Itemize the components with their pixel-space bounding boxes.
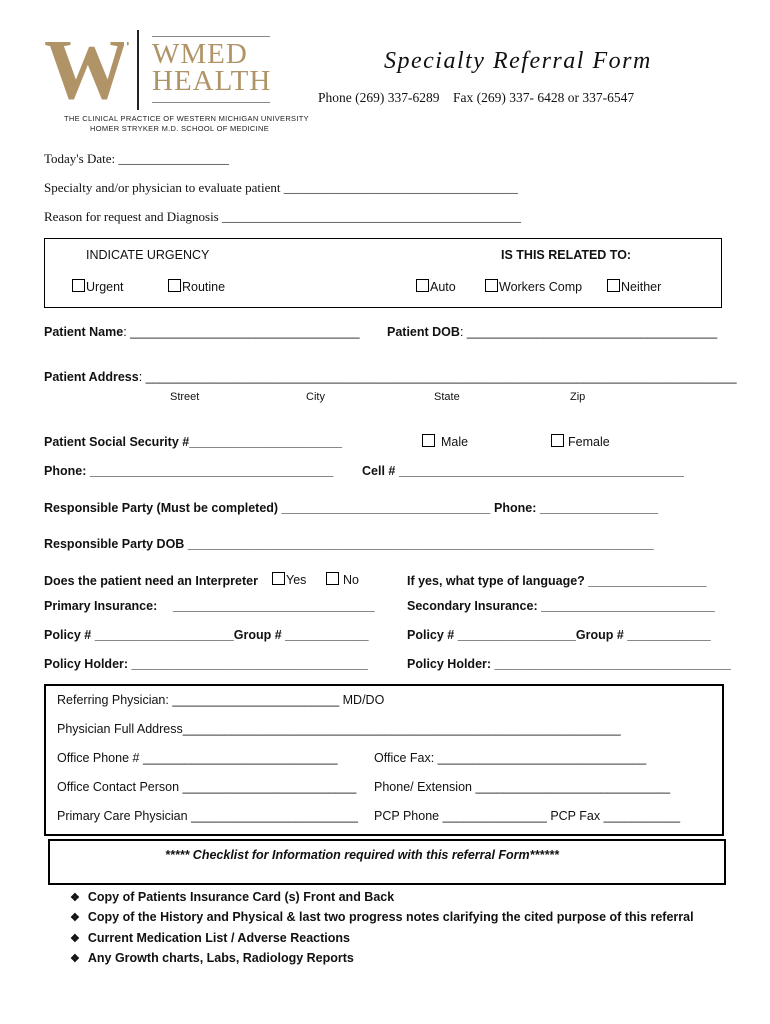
city-label: City xyxy=(306,391,325,403)
diamond-bullet-icon: ❖ xyxy=(70,912,80,924)
patient-address-field[interactable] xyxy=(44,370,737,384)
todays-date-field[interactable]: Today's Date: _________________ xyxy=(44,151,229,166)
logo-subtitle-1: THE CLINICAL PRACTICE OF WESTERN MICHIGAN UNIVERSITY xyxy=(64,114,309,123)
office-phone-field[interactable]: Office Phone # ____________________________ xyxy=(57,751,338,765)
pcp-field[interactable]: Primary Care Physician ________________________ xyxy=(57,809,358,823)
male-checkbox[interactable] xyxy=(422,434,435,447)
diamond-bullet-icon: ❖ xyxy=(70,953,80,965)
logo-letter: W xyxy=(44,21,124,117)
diamond-bullet-icon: ❖ xyxy=(70,933,80,945)
interpreter-no-option[interactable] xyxy=(326,572,359,587)
patient-cell-field[interactable]: Cell # _________________________________________ xyxy=(362,464,684,478)
logo-health: HEALTH xyxy=(152,65,272,97)
patient-name-field[interactable] xyxy=(44,325,360,339)
responsible-phone-field[interactable]: Phone: _________________ xyxy=(494,501,659,515)
checklist-item-text: Any Growth charts, Labs, Radiology Reports xyxy=(87,951,354,965)
patient-phone-field[interactable]: Phone: ___________________________________ xyxy=(44,464,334,478)
responsible-party-field[interactable]: Responsible Party (Must be completed) ______________________________ xyxy=(44,501,491,515)
checklist-heading: ***** Checklist for Information required with this referral Form****** xyxy=(165,848,559,862)
checklist-item xyxy=(70,951,354,965)
female-checkbox[interactable] xyxy=(551,434,564,447)
checklist-item-text: Copy of Patients Insurance Card (s) Front and Back xyxy=(87,890,395,904)
patient-dob-field[interactable] xyxy=(387,325,717,339)
interpreter-no-checkbox[interactable] xyxy=(326,572,339,585)
urgent-option[interactable] xyxy=(72,279,124,294)
language-field[interactable]: If yes, what type of language? _________________ xyxy=(407,574,707,588)
male-option[interactable] xyxy=(422,434,468,449)
neither-option[interactable] xyxy=(607,279,661,294)
workers-comp-label: Workers Comp xyxy=(499,280,583,294)
primary-policy-group-field[interactable]: Policy # ____________________Group # ____________ xyxy=(44,628,369,642)
logo-subtitle-2: HOMER STRYKER M.D. SCHOOL OF MEDICINE xyxy=(90,124,270,133)
pcp-phone-fax-field[interactable]: PCP Phone _______________ PCP Fax ___________ xyxy=(374,809,681,823)
reason-field[interactable]: Reason for request and Diagnosis ______________________________________________ xyxy=(44,209,521,224)
primary-insurance-label: Primary Insurance: xyxy=(44,599,158,613)
patient-address-label: Patient Address xyxy=(44,370,139,384)
secondary-policy-group-field[interactable]: Policy # _________________Group # ____________ xyxy=(407,628,711,642)
checklist-item xyxy=(70,890,394,904)
checklist-item xyxy=(70,910,694,924)
office-contact-field[interactable]: Office Contact Person _________________________ xyxy=(57,780,357,794)
interpreter-no-label: No xyxy=(343,573,359,587)
form-title: Specialty Referral Form xyxy=(384,48,652,74)
secondary-policy-holder-field[interactable]: Policy Holder: __________________________________ xyxy=(407,657,731,671)
checklist-item xyxy=(70,931,350,945)
patient-name-line[interactable]: : _________________________________ xyxy=(123,325,360,339)
logo-rule-top xyxy=(152,36,270,37)
contact-line: Phone (269) 337-6289 Fax (269) 337- 6428 or 337-6547 xyxy=(318,90,635,105)
state-label: State xyxy=(434,391,460,403)
responsible-dob-field[interactable]: Responsible Party DOB ___________________________________________________________________ xyxy=(44,537,654,551)
neither-checkbox[interactable] xyxy=(607,279,620,292)
logo-divider xyxy=(124,32,127,106)
logo-wmed: WMED xyxy=(152,38,248,70)
logo-rule-bottom xyxy=(152,102,270,103)
street-label: Street xyxy=(170,391,200,403)
patient-dob-label: Patient DOB xyxy=(387,325,460,339)
female-option[interactable] xyxy=(551,434,610,449)
secondary-insurance-field[interactable]: Secondary Insurance: _________________________ xyxy=(407,599,715,613)
primary-insurance-field[interactable]: _____________________________ xyxy=(173,599,375,613)
urgent-label: Urgent xyxy=(86,280,124,294)
primary-policy-holder-field[interactable]: Policy Holder: __________________________________ xyxy=(44,657,368,671)
auto-checkbox[interactable] xyxy=(416,279,429,292)
routine-option[interactable] xyxy=(168,279,225,294)
workers-comp-option[interactable] xyxy=(485,279,582,294)
patient-dob-line[interactable]: : ____________________________________ xyxy=(459,325,718,339)
interpreter-yes-label: Yes xyxy=(286,573,307,587)
ssn-field[interactable]: Patient Social Security #______________________ xyxy=(44,435,343,449)
zip-label: Zip xyxy=(570,391,586,403)
checklist-box xyxy=(48,839,726,885)
checklist-item-text: Current Medication List / Adverse Reactions xyxy=(87,931,350,945)
interpreter-yes-checkbox[interactable] xyxy=(272,572,285,585)
neither-label: Neither xyxy=(621,280,662,294)
female-label: Female xyxy=(568,435,610,449)
auto-option[interactable] xyxy=(416,279,456,294)
office-fax-field[interactable]: Office Fax: ______________________________ xyxy=(374,751,647,765)
auto-label: Auto xyxy=(430,280,456,294)
patient-address-line[interactable]: : _____________________________________________________________________________________ xyxy=(138,370,737,384)
caduceus-icon xyxy=(137,30,139,110)
workers-comp-checkbox[interactable] xyxy=(485,279,498,292)
routine-checkbox[interactable] xyxy=(168,279,181,292)
referring-physician-field[interactable]: Referring Physician: ________________________ MD/DO xyxy=(57,693,385,707)
routine-label: Routine xyxy=(182,280,226,294)
urgent-checkbox[interactable] xyxy=(72,279,85,292)
physician-address-field[interactable]: Physician Full Address_______________________________________________________________ xyxy=(57,722,621,736)
urgency-heading: INDICATE URGENCY xyxy=(86,248,210,262)
interpreter-question: Does the patient need an Interpreter xyxy=(44,574,258,588)
interpreter-yes-option[interactable] xyxy=(272,572,306,587)
male-label: Male xyxy=(441,435,469,449)
specialty-field[interactable]: Specialty and/or physician to evaluate patient ____________________________________ xyxy=(44,180,518,195)
related-heading: IS THIS RELATED TO: xyxy=(501,248,632,262)
patient-name-label: Patient Name xyxy=(44,325,124,339)
phone-extension-field[interactable]: Phone/ Extension ____________________________ xyxy=(374,780,671,794)
checklist-item-text: Copy of the History and Physical & last two progress notes clarifying the cited purpose of this referral xyxy=(87,910,694,924)
diamond-bullet-icon: ❖ xyxy=(70,892,80,904)
